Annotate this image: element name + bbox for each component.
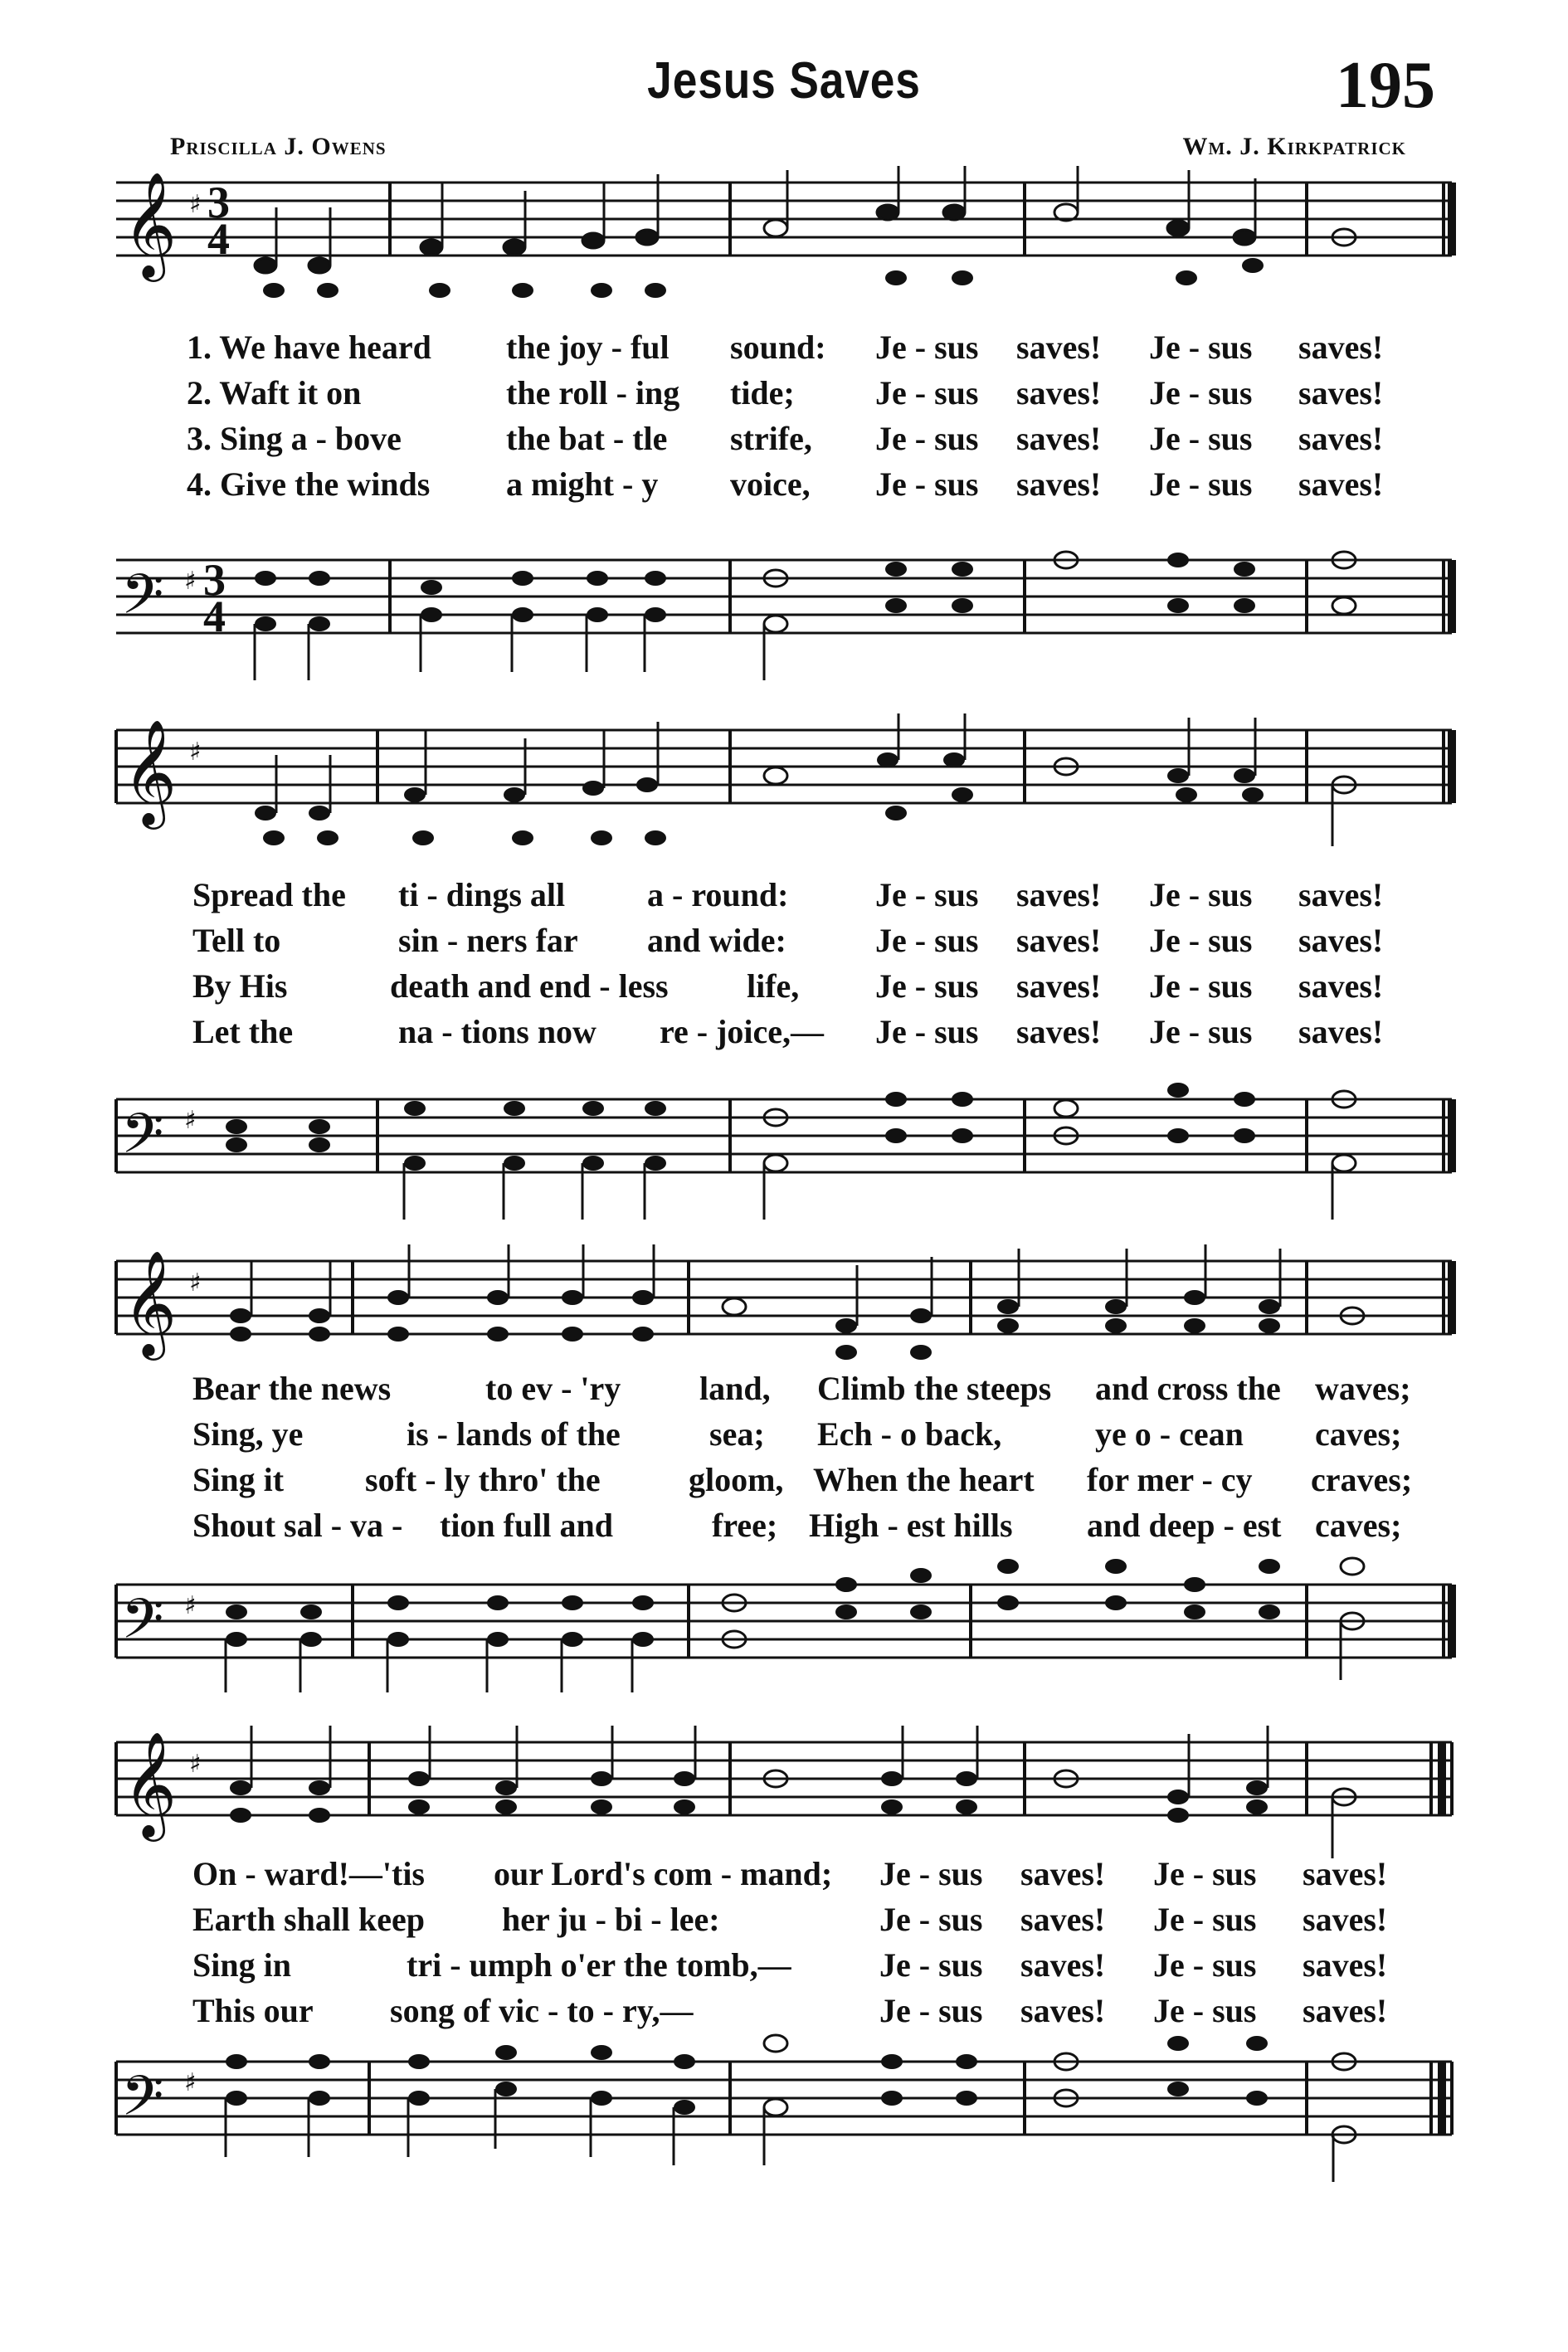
- lyric-line: [0, 373, 1568, 420]
- lyric-word: the bat - tle: [506, 420, 668, 457]
- svg-text:♯: ♯: [184, 1106, 197, 1135]
- lyric-line: [0, 1900, 1568, 1946]
- svg-text:4: 4: [207, 214, 230, 264]
- lyric-word: Je - sus: [1149, 420, 1253, 457]
- lyric-word: Je - sus: [879, 1946, 983, 1984]
- lyric-word: Je - sus: [1153, 1855, 1257, 1892]
- lyric-word: saves!: [1016, 922, 1102, 959]
- lyric-word: Je - sus: [875, 876, 979, 913]
- lyric-word: Shout sal - va -: [192, 1507, 403, 1544]
- lyric-word: saves!: [1298, 876, 1384, 913]
- lyric-line: [0, 1506, 1568, 1552]
- lyric-word: Je - sus: [875, 420, 979, 457]
- lyric-word: High - est hills: [809, 1507, 1013, 1544]
- lyric-line: [0, 1854, 1568, 1901]
- lyric-word: Je - sus: [1153, 1992, 1257, 2029]
- lyric-word: land,: [699, 1370, 771, 1407]
- lyric-word: Je - sus: [1149, 329, 1253, 366]
- lyric-word: Ech - o back,: [817, 1415, 1002, 1453]
- lyric-line: [0, 419, 1568, 465]
- treble-staff-2: [0, 713, 1568, 879]
- lyric-word: Je - sus: [1153, 1946, 1257, 1984]
- lyric-word: saves!: [1298, 922, 1384, 959]
- lyric-word: saves!: [1016, 1013, 1102, 1050]
- lyric-word: tide;: [730, 374, 795, 411]
- lyric-line: [0, 465, 1568, 511]
- lyric-word: Je - sus: [1149, 876, 1253, 913]
- lyric-word: soft - ly thro' the: [365, 1461, 601, 1498]
- lyric-word: Je - sus: [875, 967, 979, 1005]
- lyric-line: [0, 328, 1568, 374]
- lyric-word: waves;: [1315, 1370, 1411, 1407]
- lyric-word: the roll - ing: [506, 374, 680, 411]
- lyric-word: saves!: [1298, 329, 1384, 366]
- lyric-word: Je - sus: [1149, 374, 1253, 411]
- lyric-word: By His: [192, 967, 288, 1005]
- lyric-word: re - joice,—: [660, 1013, 825, 1050]
- lyric-word: Tell to: [192, 922, 281, 959]
- lyric-word: and cross the: [1095, 1370, 1281, 1407]
- lyric-line: [0, 1415, 1568, 1461]
- lyric-line: [0, 1369, 1568, 1415]
- lyric-word: strife,: [730, 420, 812, 457]
- lyric-word: Je - sus: [1149, 465, 1253, 503]
- lyric-word: life,: [747, 967, 800, 1005]
- lyric-word: Je - sus: [1153, 1901, 1257, 1938]
- lyric-word: This our: [192, 1992, 314, 2029]
- lyric-word: saves!: [1016, 420, 1102, 457]
- lyric-word: saves!: [1303, 1946, 1388, 1984]
- lyric-word: Sing, ye: [192, 1415, 304, 1453]
- svg-text:𝄢: 𝄢: [121, 1102, 164, 1179]
- lyric-word: death and end - less: [390, 967, 669, 1005]
- lyric-word: 1. We have heard: [187, 329, 431, 366]
- lyric-word: Je - sus: [1149, 1013, 1253, 1050]
- lyric-line: [0, 875, 1568, 922]
- lyric-word: When the heart: [813, 1461, 1035, 1498]
- lyric-word: Je - sus: [875, 465, 979, 503]
- lyric-word: saves!: [1016, 967, 1102, 1005]
- lyric-word: saves!: [1298, 1013, 1384, 1050]
- lyric-word: Je - sus: [879, 1901, 983, 1938]
- lyric-word: the joy - ful: [506, 329, 670, 366]
- lyric-word: saves!: [1298, 420, 1384, 457]
- lyric-word: a - round:: [647, 876, 789, 913]
- lyric-word: saves!: [1020, 1992, 1106, 2029]
- svg-text:♯: ♯: [184, 1591, 197, 1620]
- lyric-line: [0, 921, 1568, 967]
- lyric-word: Je - sus: [875, 374, 979, 411]
- svg-text:𝄞: 𝄞: [123, 1731, 178, 1837]
- svg-text:♯: ♯: [184, 567, 197, 596]
- svg-text:3: 3: [203, 555, 226, 605]
- lyric-line: [0, 1945, 1568, 1992]
- composer-credit: Wm. J. Kirkpatrick: [1182, 133, 1406, 160]
- lyric-word: ti - dings all: [398, 876, 566, 913]
- lyric-word: Climb the steeps: [817, 1370, 1052, 1407]
- lyric-word: voice,: [730, 465, 811, 503]
- lyric-word: Let the: [192, 1013, 294, 1050]
- svg-text:♯: ♯: [189, 190, 202, 219]
- lyric-word: caves;: [1315, 1507, 1402, 1544]
- lyric-word: Je - sus: [875, 922, 979, 959]
- treble-staff-1: [0, 166, 1568, 332]
- svg-text:♯: ♯: [184, 2068, 197, 2097]
- lyric-word: tri - umph o'er the tomb,—: [407, 1946, 791, 1984]
- lyric-word: saves!: [1016, 374, 1102, 411]
- svg-text:𝄞: 𝄞: [123, 171, 178, 277]
- lyric-word: Je - sus: [1149, 967, 1253, 1005]
- bass-staff-3: [0, 1547, 1568, 1713]
- lyric-word: Je - sus: [875, 329, 979, 366]
- svg-text:♯: ♯: [189, 1269, 202, 1298]
- svg-text:3: 3: [207, 178, 230, 227]
- lyric-word: her ju - bi - lee:: [502, 1901, 720, 1938]
- lyric-word: our Lord's com - mand;: [494, 1855, 833, 1892]
- lyric-word: and deep - est: [1087, 1507, 1282, 1544]
- bass-staff-4: [0, 2024, 1568, 2190]
- lyric-word: Spread the: [192, 876, 346, 913]
- lyric-word: craves;: [1311, 1461, 1413, 1498]
- lyric-word: Sing in: [192, 1946, 291, 1984]
- lyric-word: for mer - cy: [1087, 1461, 1253, 1498]
- lyric-word: sin - ners far: [398, 922, 578, 959]
- lyric-word: saves!: [1020, 1855, 1106, 1892]
- lyric-word: Bear the news: [192, 1370, 392, 1407]
- lyric-word: Sing it: [192, 1461, 285, 1498]
- lyric-word: saves!: [1020, 1901, 1106, 1938]
- lyric-word: sound:: [730, 329, 826, 366]
- lyric-word: tion full and: [440, 1507, 613, 1544]
- lyric-word: saves!: [1020, 1946, 1106, 1984]
- lyric-line: [0, 967, 1568, 1013]
- lyric-word: saves!: [1303, 1992, 1388, 2029]
- svg-text:𝄞: 𝄞: [123, 718, 178, 825]
- lyric-line: [0, 1460, 1568, 1507]
- hymn-number: 195: [1336, 49, 1435, 122]
- lyric-word: saves!: [1016, 465, 1102, 503]
- lyric-word: Je - sus: [879, 1855, 983, 1892]
- hymn-title: Jesus Saves: [647, 52, 921, 110]
- bass-staff-1: [0, 523, 1568, 689]
- author-credit: Priscilla J. Owens: [170, 133, 387, 160]
- lyric-word: gloom,: [689, 1461, 784, 1498]
- lyric-word: saves!: [1303, 1855, 1388, 1892]
- lyric-word: Je - sus: [875, 1013, 979, 1050]
- bass-staff-2: [0, 1062, 1568, 1228]
- svg-text:𝄢: 𝄢: [121, 2064, 164, 2141]
- lyric-word: Je - sus: [1149, 922, 1253, 959]
- lyric-word: sea;: [709, 1415, 765, 1453]
- lyric-word: saves!: [1298, 465, 1384, 503]
- lyric-word: saves!: [1298, 374, 1384, 411]
- lyric-word: 2. Waft it on: [187, 374, 362, 411]
- lyric-word: to ev - 'ry: [485, 1370, 621, 1407]
- lyric-line: [0, 1012, 1568, 1059]
- lyric-word: saves!: [1303, 1901, 1388, 1938]
- svg-text:♯: ♯: [189, 738, 202, 767]
- svg-text:4: 4: [203, 592, 226, 641]
- lyric-word: On - ward!—'tis: [192, 1855, 425, 1892]
- lyric-word: is - lands of the: [407, 1415, 621, 1453]
- lyric-word: ye o - cean: [1095, 1415, 1244, 1453]
- lyric-word: caves;: [1315, 1415, 1402, 1453]
- svg-text:𝄞: 𝄞: [123, 1249, 178, 1356]
- svg-text:♯: ♯: [189, 1750, 202, 1779]
- lyric-word: a might - y: [506, 465, 659, 503]
- lyric-word: song of vic - to - ry,—: [390, 1992, 694, 2029]
- svg-text:𝄢: 𝄢: [121, 562, 164, 640]
- lyric-word: 3. Sing a - bove: [187, 420, 402, 457]
- lyric-word: and wide:: [647, 922, 786, 959]
- lyric-word: saves!: [1298, 967, 1384, 1005]
- svg-text:𝄢: 𝄢: [121, 1587, 164, 1664]
- lyric-word: na - tions now: [398, 1013, 597, 1050]
- lyric-word: saves!: [1016, 876, 1102, 913]
- lyric-word: Je - sus: [879, 1992, 983, 2029]
- lyric-word: free;: [712, 1507, 778, 1544]
- lyric-word: Earth shall keep: [192, 1901, 426, 1938]
- lyric-word: 4. Give the winds: [187, 465, 431, 503]
- lyric-word: saves!: [1016, 329, 1102, 366]
